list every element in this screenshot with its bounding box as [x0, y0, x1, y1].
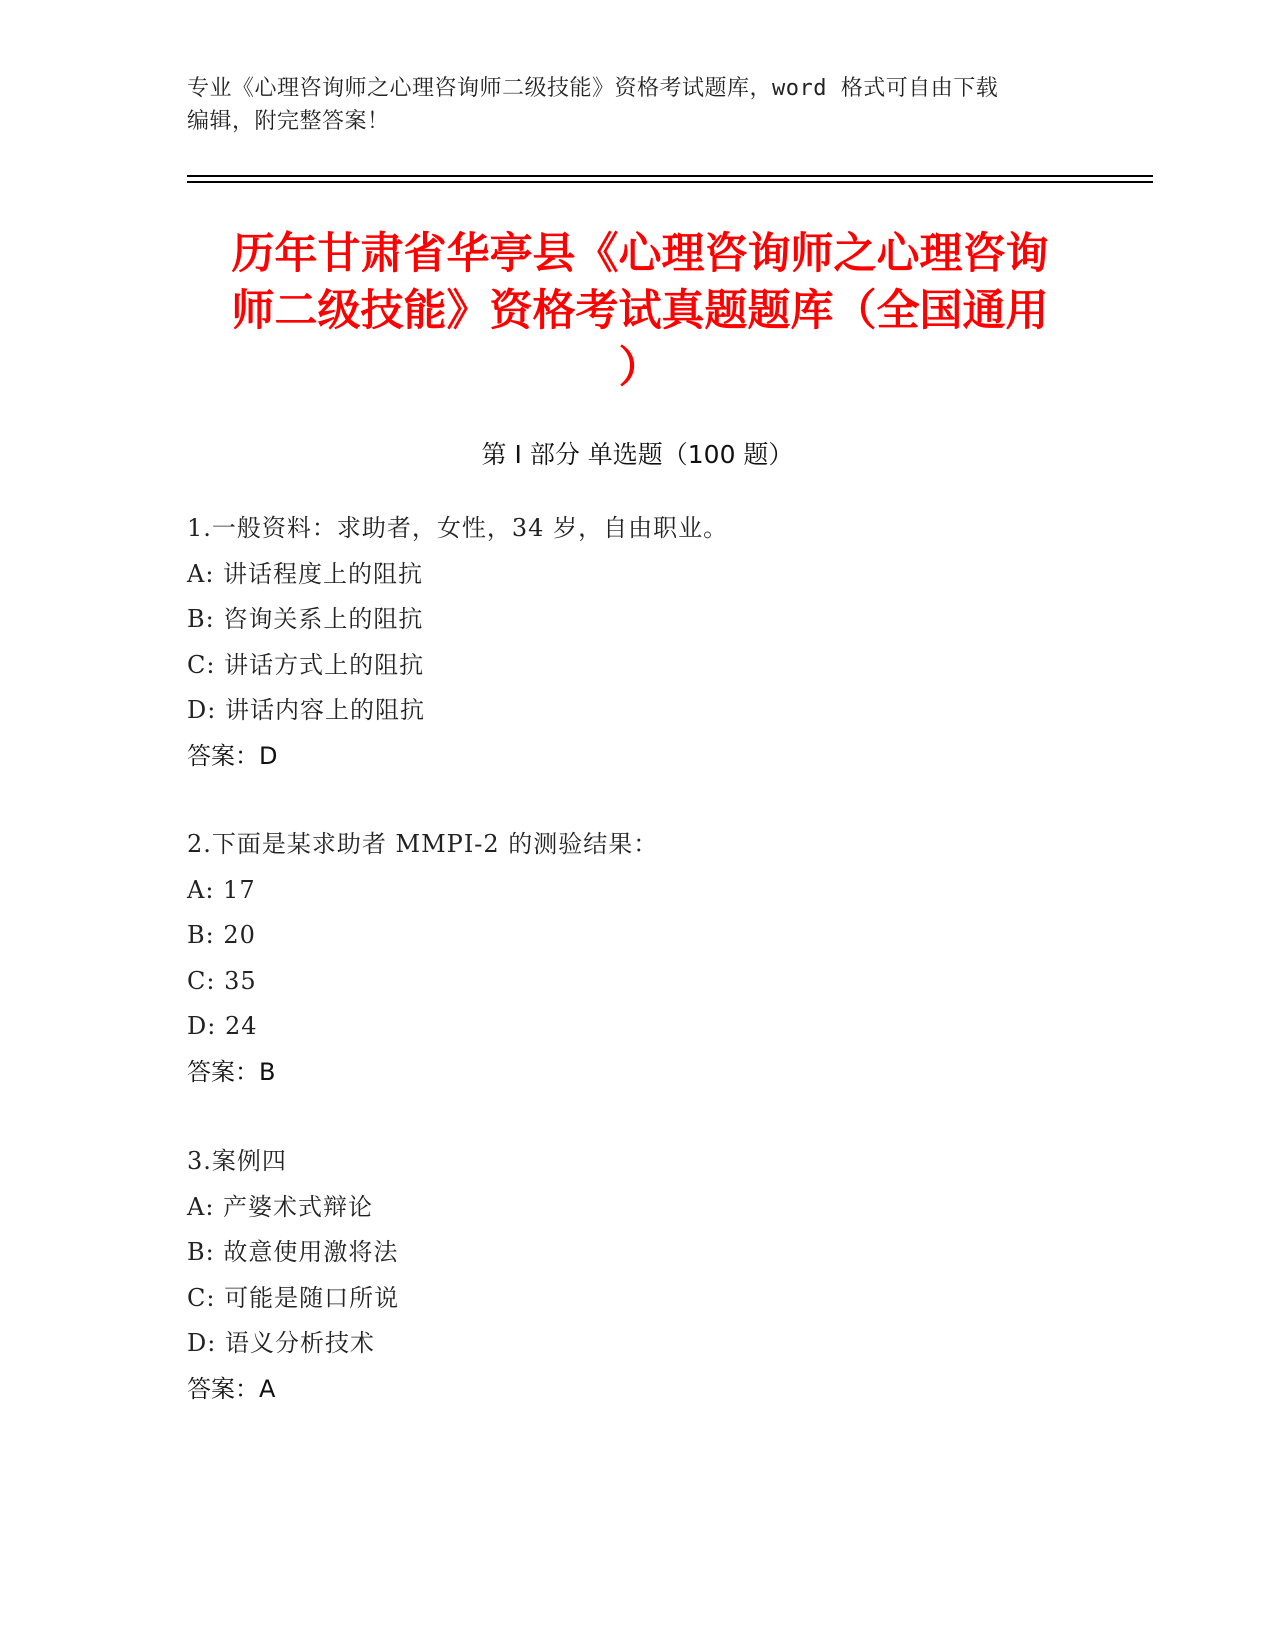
answer: 答案：B [187, 1057, 276, 1086]
section-heading: 第 I 部分 单选题（100 题） [481, 440, 794, 469]
option-d: D: 语义分析技术 [187, 1329, 375, 1357]
document-title-line-2: 师二级技能》资格考试真题题库（全国通用 [231, 286, 1049, 336]
option-c: C: 讲话方式上的阻抗 [187, 650, 425, 679]
document-title-line-1: 历年甘肃省华亭县《心理咨询师之心理咨询 [231, 229, 1049, 279]
header-divider-bottom [187, 181, 1153, 183]
question-stem: 3.案例四 [187, 1147, 287, 1175]
option-c: C: 可能是随口所说 [187, 1283, 400, 1312]
answer: 答案：D [187, 741, 278, 770]
document-title-line-3: ） [618, 343, 662, 393]
answer: 答案：A [187, 1374, 276, 1403]
header-note-line-1: 专业《心理咨询师之心理咨询师二级技能》资格考试题库，word 格式可自由下载 [187, 76, 999, 101]
option-b: B: 咨询关系上的阻抗 [187, 605, 424, 633]
question-stem: 1.一般资料：求助者，女性，34 岁，自由职业。 [187, 514, 729, 542]
option-d: D: 24 [187, 1012, 258, 1040]
document-title [200, 226, 1080, 397]
header-divider-top [187, 175, 1153, 177]
option-d: D: 讲话内容上的阻抗 [187, 696, 425, 724]
question-1 [187, 506, 1187, 779]
option-b: B: 故意使用激将法 [187, 1238, 399, 1266]
header-note-line-2: 编辑，附完整答案！ [187, 109, 390, 134]
option-c: C: 35 [187, 966, 257, 995]
option-a: A: 17 [187, 875, 256, 904]
option-a: A: 产婆术式辩论 [187, 1192, 374, 1221]
question-3 [187, 1139, 1187, 1412]
option-a: A: 讲话程度上的阻抗 [187, 559, 424, 588]
question-stem: 2.下面是某求助者 MMPI-2 的测验结果： [187, 830, 659, 858]
option-b: B: 20 [187, 921, 256, 949]
header-note [187, 72, 1087, 138]
question-2 [187, 822, 1187, 1095]
